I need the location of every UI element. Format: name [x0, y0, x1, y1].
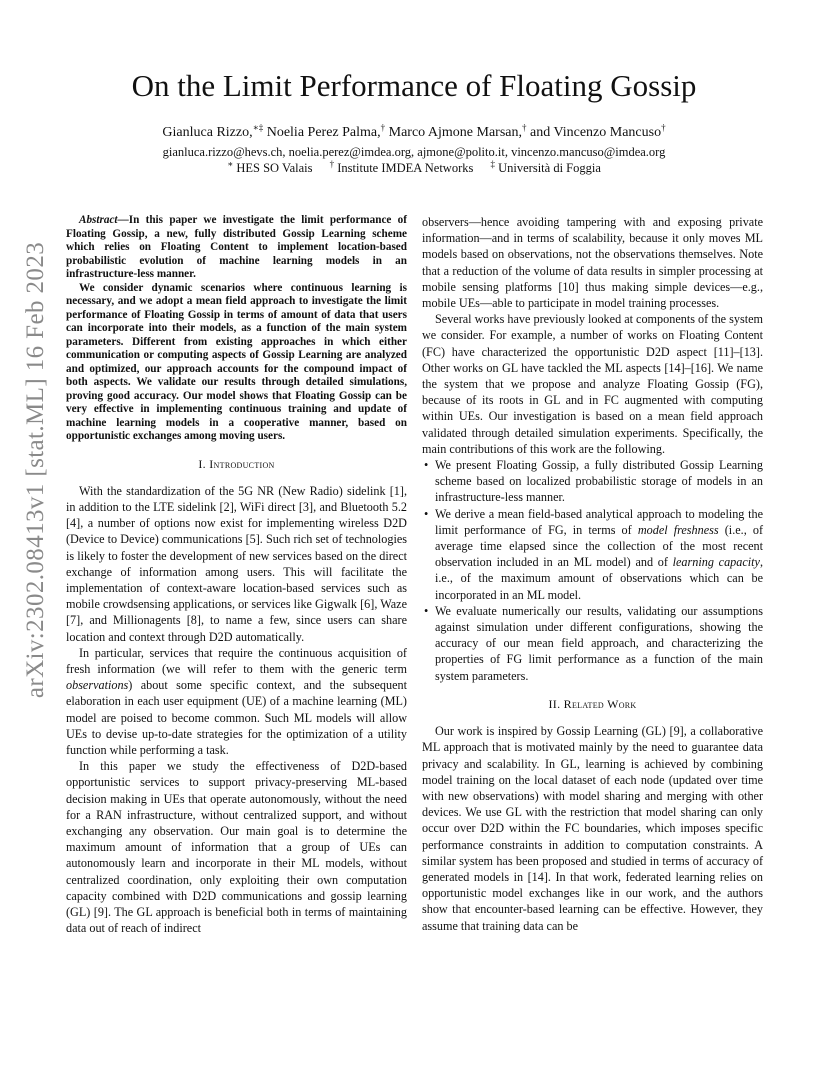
affiliation-name: Institute IMDEA Networks — [337, 161, 474, 175]
affiliation-name: Università di Foggia — [498, 161, 601, 175]
emphasis-text: model freshness — [637, 522, 719, 537]
abstract-label: Abstract — [79, 214, 118, 226]
body-paragraph: In this paper we study the effectiveness of D2D-based opportunistic services to support privacy-preserving ML-based decision making in UEs that operate autonomously, without the need for a RAN infrastructure, without centralized support, and without exchanging any observation. Our main goal is to determine the maximum amount of information that a group of UEs can autonomously learn and incorporate in their ML models, without centralized coordination, only exploiting their own computation capacity combined with D2D communications and gossip learning (GL) [9]. The GL approach is beneficial both in terms of maintaining data out of reach of indirect — [66, 759, 407, 936]
list-item — [422, 506, 763, 603]
affiliation — [329, 158, 474, 175]
body-paragraph: Our work is inspired by Gossip Learning (GL) [9], a collaborative ML approach that is motivated mainly by the need to guarantee data privacy and scalability. In GL, learning is achieved by combining model training on the local dataset of each node (updated over time with new observations) with model sharing and merging with other devices. We use GL with the restriction that model sharing can only occur over D2D within the FC boundaries, which imposes specific performance constraints in addition to computation constraints. A similar system has been proposed and studied in terms of accuracy of generated models in [14]. In that work, federated learning relies on opportunistic model exchanges like in our work, and the authors show that encounter-based learning can be effective. However, they assume that training data can be — [422, 724, 763, 933]
author-list — [0, 124, 828, 142]
section-heading-introduction: I. Introduction — [198, 456, 275, 471]
bullet-icon: • — [424, 458, 429, 473]
emphasis-text: learning capacity — [672, 555, 760, 570]
arxiv-sidebar — [18, 241, 54, 699]
bullet-icon: • — [424, 506, 429, 521]
affiliation-mark: ‡ — [490, 158, 495, 169]
abstract-paragraph: Abstract—In this paper we investigate the limit performance of Floating Gossip, a new, fully distributed Gossip Learning scheme which relies on Floating Content to implement location-based probabilistic evolution of machine learning models in an infrastructure-less manner. — [66, 214, 407, 280]
bullet-icon: • — [424, 603, 429, 618]
author-mark: † — [661, 122, 666, 133]
contributions-list — [422, 457, 763, 684]
author-emails: gianluca.rizzo@hevs.ch, noelia.perez@imdea.org, ajmone@polito.it, vincenzo.mancuso@imdea.org — [162, 145, 666, 159]
author-name: Noelia Perez Palma, — [266, 125, 381, 140]
list-item — [422, 603, 763, 684]
section-heading-related-work: II. Related Work — [548, 696, 637, 711]
text-span: In particular, services that require the continuous acquisition of fresh information (we will refer to them with the generic term — [66, 645, 407, 676]
affiliation — [227, 158, 313, 175]
abstract — [66, 214, 407, 444]
author-name: and Vincenzo Mancuso — [529, 125, 662, 140]
body-paragraph — [66, 645, 407, 758]
list-item-text: We evaluate numerically our results, validating our assumptions against simulation under different configurations, showing the accuracy of our mean field approach, and characterizing the properties of FG limit performance as a function of the main system parameters. — [435, 603, 763, 683]
author-mark: † — [521, 122, 527, 133]
affiliation-mark: ∗ — [227, 158, 234, 169]
list-item — [422, 457, 763, 506]
affiliation-mark: † — [329, 158, 335, 169]
left-column — [66, 214, 407, 936]
author-name: Marco Ajmone Marsan, — [388, 125, 522, 140]
body-paragraph: With the standardization of the 5G NR (New Radio) sidelink [1], in addition to the LTE sidelink [2], WiFi direct [3], and Bluetooth 5.2 [4], a number of options now exist for implementing wireless D2D (Device to Device) communications [5]. Such rich set of technologies is likely to foster the development of new services based on the direct exchange of information among users. This will facilitate the implementation of context-aware location-based services such as mobile crowdsensing applications, or services like Gigwalk [6], Waze [7], and Millionagents [8], to name a few, since users can share location and context through D2D automatically. — [66, 483, 407, 644]
paper-title: On the Limit Performance of Floating Gossip — [131, 68, 697, 103]
list-item-text: , i.e., of the maximum amount of observations which can be incorporated in an ML model. — [435, 555, 763, 602]
affiliations — [0, 160, 828, 176]
text-span: ) about some specific context, and the subsequent elaboration in each user equipment (UE) of a machine learning (ML) model are poised to become common. Such ML models will allow UEs to devise up-to-date strategies for the optimization of a utility function while performing a task. — [66, 678, 407, 757]
author-name: Gianluca Rizzo, — [162, 125, 253, 140]
list-item-text: We derive a mean field-based analytical approach to modeling the limit performance of FG, in terms of — [435, 506, 763, 537]
right-column — [422, 214, 763, 934]
author-mark: ∗‡ — [252, 122, 264, 133]
author-mark: † — [380, 122, 386, 133]
abstract-text: In this paper we investigate the limit performance of Floating Gossip, a new, fully distributed Gossip Learning scheme which relies on Floating Content to implement location-based probabilistic evolution of machine learning models in an infrastructure-less manner. — [66, 214, 407, 280]
affiliation-name: HES SO Valais — [236, 161, 313, 175]
emphasis-text: observations — [66, 678, 129, 693]
arxiv-identifier: arXiv:2302.08413v1 [stat.ML] 16 Feb 2023 — [22, 241, 49, 699]
abstract-paragraph: We consider dynamic scenarios where continuous learning is necessary, and we adopt a mean field approach to investigate the limit performance of Floating Gossip in terms of amount of data that users can incorporate into their models, as a function of the main system parameters. Different from existing approaches in which either communication or computing aspects of Gossip Learning are analyzed and optimized, our approach accounts for the compound impact of both aspects. We validate our results through detailed simulations, proving good accuracy. Our model shows that Floating Gossip can be very effective in implementing continuous training and update of machine learning models in a cooperative manner, based on opportunistic exchanges among moving users. — [66, 281, 407, 442]
body-paragraph: Several works have previously looked at components of the system we consider. For example, a number of works on Floating Content (FC) have characterized the opportunistic D2D aspect [11]–[13]. Other works on GL have tackled the ML aspects [14]–[16]. We name the system that we propose and analyze Floating Gossip (FG), because of its roots in GL and in FC augmented with computing within UEs. Our investigation is based on a mean field approach validated through detailed simulation experiments. Specifically, the main contributions of this work are the following. — [422, 312, 763, 456]
body-paragraph: observers—hence avoiding tampering with and exposing private information—and in terms of scalability, because it only moves ML models based on observations, not the observations themselves. Note that a reduction of the volume of data results in simpler processing at mobile sensing platforms [10] thus making simple devices—e.g., mobile UEs—able to participate in model training processes. — [422, 215, 763, 311]
list-item-text: (i.e., of average time elapsed since the collection of the most recent observation included in an ML model) and of — [435, 522, 763, 570]
affiliation — [490, 158, 601, 175]
list-item-text: We present Floating Gossip, a fully distributed Gossip Learning scheme based on localized probabilistic storage of models in an infrastructure-less manner. — [435, 458, 763, 505]
